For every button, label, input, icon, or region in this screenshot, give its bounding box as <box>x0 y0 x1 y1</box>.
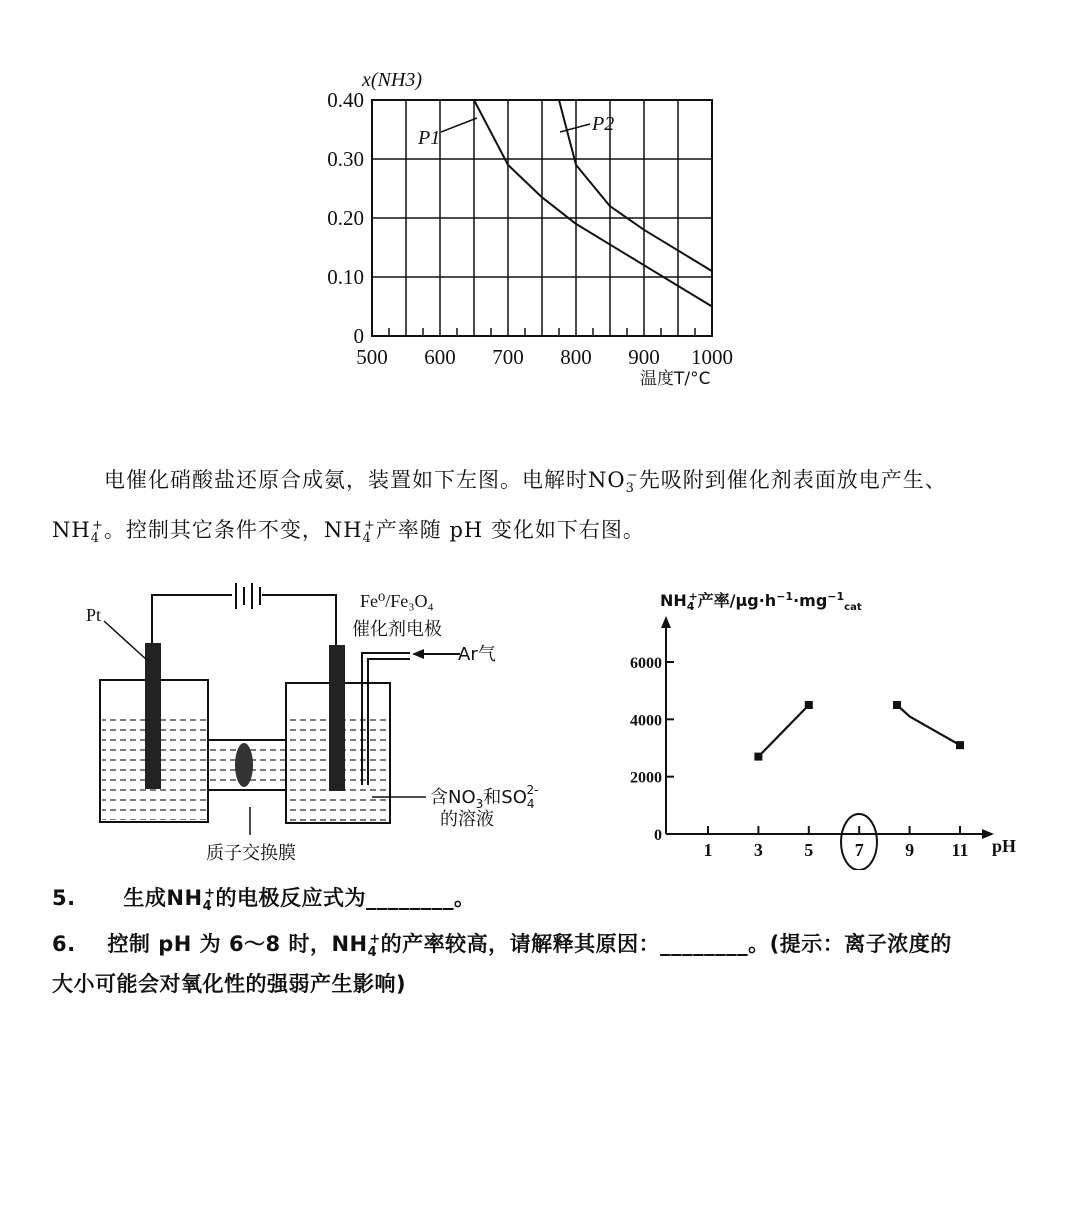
chart2-xtick-label: 1 <box>703 840 713 860</box>
p2-leader <box>560 124 590 132</box>
yield-chart <box>620 580 1060 870</box>
chart2-xtick-label: 5 <box>804 840 814 860</box>
question-6-line-2: 大小可能会对氧化性的强弱产生影响) <box>52 972 407 996</box>
answer-blank-6[interactable]: ________ <box>660 932 749 956</box>
chart2-xtick-label: 3 <box>753 840 763 860</box>
solution-label-2: 的溶液 <box>440 809 494 830</box>
pt-label: Pt <box>86 605 102 625</box>
pt-electrode <box>145 643 161 789</box>
chart1-xtick-label: 1000 <box>691 345 733 369</box>
cathode-top-label: Fe⁰/Fe₃O₄ <box>360 591 434 611</box>
yield-point <box>956 741 964 749</box>
chart2-xticks <box>704 826 969 860</box>
chart2-yticks <box>630 655 674 844</box>
chart1-ytick-label: 0 <box>353 324 364 348</box>
p1-leader <box>441 118 477 132</box>
yield-point <box>893 701 901 709</box>
chart1-ytick-label: 0.40 <box>327 88 364 112</box>
yield-curve-2 <box>897 705 960 745</box>
yield-curve-1 <box>758 705 808 757</box>
chart2-xtick-label: 9 <box>905 840 915 860</box>
chart2-xlabel: pH <box>992 836 1017 856</box>
chart1-xlabel: 温度T/°C <box>640 369 711 389</box>
chart2-ylabel: $NH_4+$产率$/\mu g\cdot h^{-1}\cdot mg^{-1}_{cat}$ <box>660 590 862 613</box>
chart2-xtick-label: 7 <box>854 840 864 860</box>
chart1-ytick-label: 0.10 <box>327 265 364 289</box>
chart1-yticks <box>327 88 364 348</box>
chart1-ytick-label: 0.20 <box>327 206 364 230</box>
chart2-ytick-label: 4000 <box>630 712 662 730</box>
circuit-wire <box>152 595 232 647</box>
membrane-label: 质子交换膜 <box>206 843 296 864</box>
chart1-xtick-label: 900 <box>628 345 660 369</box>
battery-icon <box>236 583 260 609</box>
yield-point <box>805 701 813 709</box>
chart1-xtick-label: 700 <box>492 345 524 369</box>
cathode-label: 催化剂电极 <box>352 619 442 640</box>
catalyst-electrode <box>329 645 345 791</box>
yield-point <box>754 753 762 761</box>
chart2-ytick-label: 6000 <box>630 655 662 672</box>
chart1-xticks <box>356 345 733 369</box>
equilibrium-chart <box>0 0 1080 400</box>
chart1-ytick-label: 0.30 <box>327 147 364 171</box>
chart2-curves <box>754 701 964 761</box>
intro-line-1: 电催化硝酸盐还原合成氨，装置如下左图。电解时$NO_3^-$先吸附到催化剂表面放电产生、 <box>104 468 947 497</box>
chart2-ytick-label: 2000 <box>630 769 662 787</box>
chart2-axes <box>661 616 994 839</box>
answer-blank-5[interactable]: ________ <box>366 886 455 910</box>
curve-label-p2: P2 <box>592 113 615 135</box>
solution-label-1: 含$NO_3$和$SO_42-$ <box>430 783 539 811</box>
gas-label: Ar气 <box>458 644 496 665</box>
chart2-xtick-label: 11 <box>951 840 969 860</box>
chart1-ylabel: x(NH3) <box>362 69 422 91</box>
circuit-wire-right <box>262 595 336 647</box>
intro-line-2: $NH_4^+$。控制其它条件不变，$NH_4^+$产率随 pH 变化如下右图。 <box>52 518 645 547</box>
question-6-line-1: 6. 控制 pH 为 6～8 时，$NH_4^+$的产率较高，请解释其原因：________。(提示：离子浓度的 <box>52 932 952 961</box>
chart1-xtick-label: 600 <box>424 345 456 369</box>
y-axis-arrow-icon <box>661 616 671 628</box>
curve-label-p1: P1 <box>418 127 441 149</box>
chart2-ytick-label: 0 <box>654 827 662 844</box>
electrolysis-apparatus <box>0 575 560 865</box>
question-5: 5. 生成$NH_4^+$的电极反应式为________。 <box>52 886 476 915</box>
chart1-xtick-label: 500 <box>356 345 388 369</box>
proton-membrane <box>235 743 253 787</box>
chart1-xtick-label: 800 <box>560 345 592 369</box>
